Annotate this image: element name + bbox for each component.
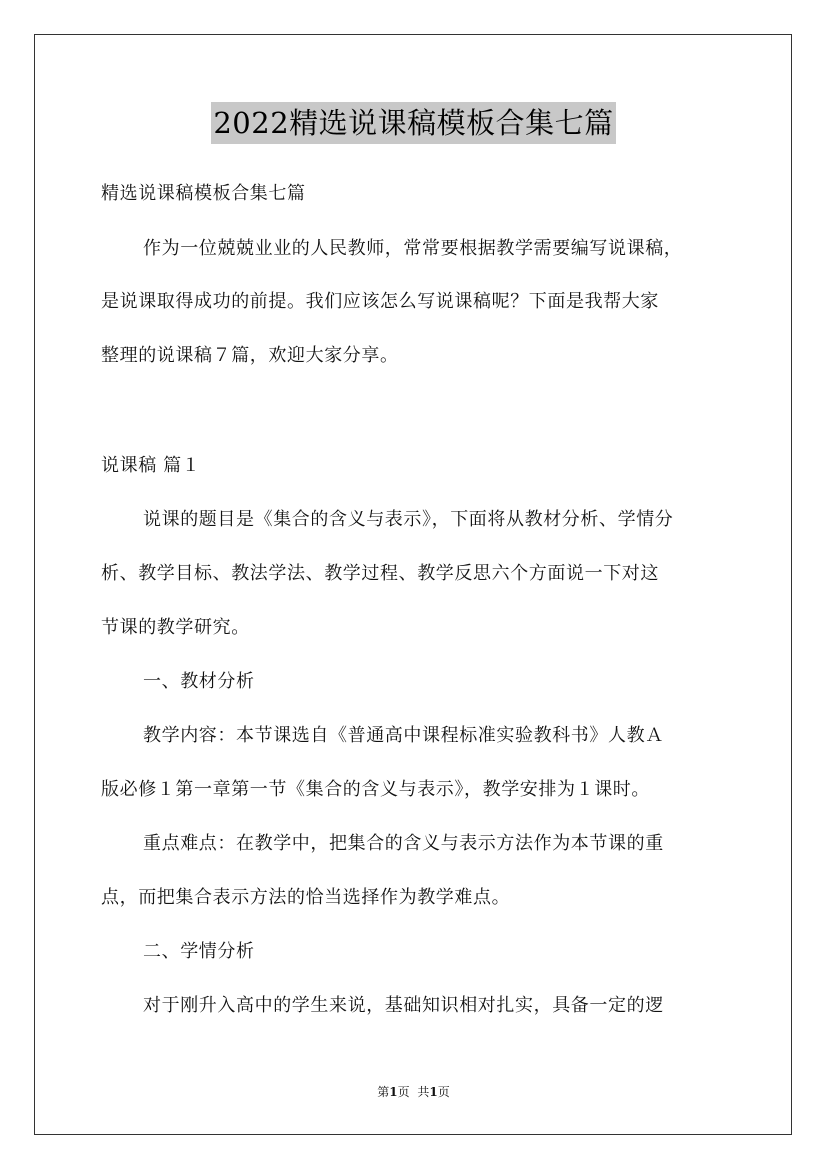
body-line-8: 对于刚升入高中的学生来说，基础知识相对扎实，具备一定的逻 — [143, 995, 664, 1016]
subheading-2: 二、学情分析 — [143, 941, 255, 962]
page-footer — [0, 1084, 827, 1100]
document-title: 2022精选说课稿模板合集七篇 — [211, 102, 615, 144]
intro-line-1: 作为一位兢兢业业的人民教师，常常要根据教学需要编写说课稿， — [143, 238, 683, 259]
body-line-3: 节课的教学研究。 — [101, 617, 250, 638]
body-line-4: 教学内容：本节课选自《普通高中课程标准实验教科书》人教Ａ — [143, 725, 664, 746]
body-line-2: 析、教学目标、教法学法、教学过程、教学反思六个方面说一下对这 — [101, 563, 659, 584]
subtitle-line: 精选说课稿模板合集七篇 — [101, 183, 306, 204]
footer-page-suffix: 页 — [397, 1085, 410, 1099]
body-line-5: 版必修１第一章第一节《集合的含义与表示》，教学安排为１课时。 — [101, 779, 650, 800]
body-line-7: 点，而把集合表示方法的恰当选择作为教学难点。 — [101, 887, 511, 908]
footer-total-pages: 1 — [429, 1085, 438, 1099]
footer-total-prefix: 共 — [417, 1085, 430, 1099]
footer-page-number: 1 — [389, 1085, 398, 1099]
intro-line-2: 是说课取得成功的前提。我们应该怎么写说课稿呢？下面是我帮大家 — [101, 291, 659, 312]
intro-line-3: 整理的说课稿７篇，欢迎大家分享。 — [101, 345, 399, 366]
title-container — [0, 102, 827, 144]
footer-total-suffix: 页 — [437, 1085, 450, 1099]
footer-page-prefix: 第 — [377, 1085, 390, 1099]
body-line-1: 说课的题目是《集合的含义与表示》，下面将从教材分析、学情分 — [143, 509, 674, 530]
body-line-6: 重点难点：在教学中，把集合的含义与表示方法作为本节课的重 — [143, 833, 664, 854]
section-heading: 说课稿 篇１ — [101, 455, 201, 476]
subheading-1: 一、教材分析 — [143, 671, 255, 692]
